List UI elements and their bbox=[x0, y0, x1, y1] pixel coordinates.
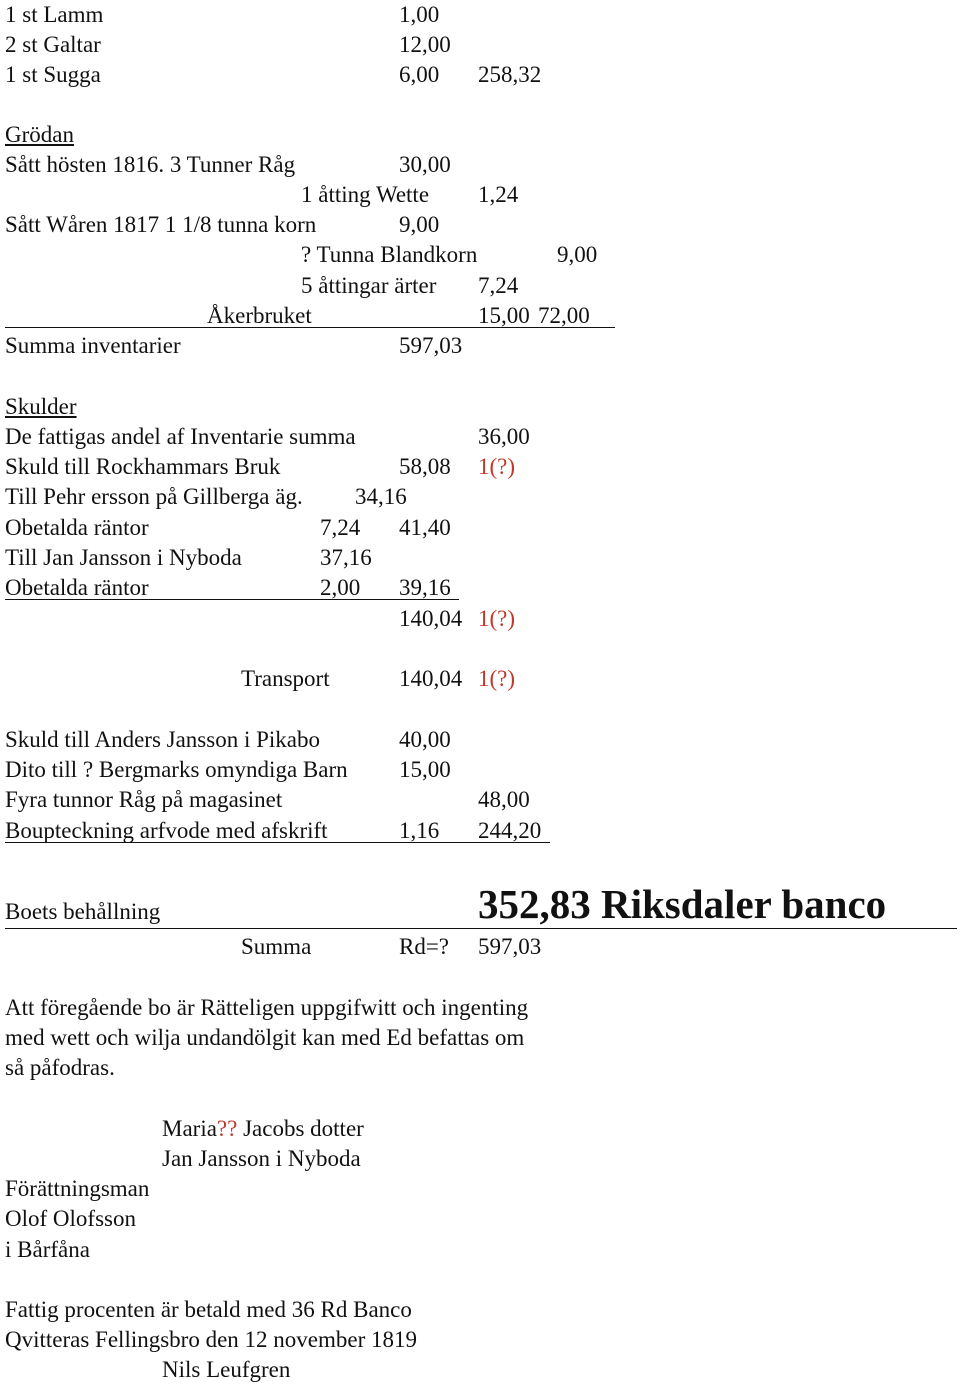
receipt-line-2: Qvitteras Fellingsbro den 12 november 1819 bbox=[5, 1327, 418, 1352]
wette-value: 1,24 bbox=[478, 182, 519, 207]
skulder-total: 244,20 bbox=[478, 818, 542, 843]
signature-olof: Olof Olofsson bbox=[5, 1206, 136, 1231]
galtar-value: 12,00 bbox=[399, 32, 451, 57]
rockhammar-label: Skuld till Rockhammars Bruk bbox=[5, 454, 281, 479]
rag-value: 48,00 bbox=[478, 787, 530, 812]
rantor1-label: Obetalda räntor bbox=[5, 515, 149, 540]
summa-label: Summa bbox=[241, 934, 312, 959]
rockhammar-value: 58,08 bbox=[399, 454, 451, 479]
wette-label: 1 åtting Wette bbox=[301, 182, 430, 207]
rag-label: Fyra tunnor Råg på magasinet bbox=[5, 787, 283, 812]
transport-label: Transport bbox=[241, 666, 330, 691]
skulder-rule bbox=[5, 599, 459, 600]
livestock-total: 258,32 bbox=[478, 62, 542, 87]
jan-label: Till Jan Jansson i Nyboda bbox=[5, 545, 242, 570]
fattigas-value: 36,00 bbox=[478, 424, 530, 449]
jan-value: 37,16 bbox=[320, 545, 372, 570]
rantor2-label: Obetalda räntor bbox=[5, 575, 149, 600]
bergmark-value: 15,00 bbox=[399, 757, 451, 782]
blandkorn-value: 9,00 bbox=[557, 242, 598, 267]
grodan-heading: Grödan bbox=[5, 122, 74, 147]
signature-place: i Bårfåna bbox=[5, 1237, 90, 1262]
maria-surname: Jacobs dotter bbox=[243, 1116, 364, 1141]
bergmark-label: Dito till ? Bergmarks omyndiga Barn bbox=[5, 757, 348, 782]
balance-rule bbox=[5, 928, 957, 929]
grodan-total: 72,00 bbox=[538, 303, 590, 328]
anders-label: Skuld till Anders Jansson i Pikabo bbox=[5, 727, 320, 752]
receipt-line-1: Fattig procenten är betald med 36 Rd Banco bbox=[5, 1297, 412, 1322]
rockhammar-note: 1(?) bbox=[478, 454, 516, 479]
receipt-signer: Nils Leufgren bbox=[162, 1357, 291, 1382]
rantor2-value: 2,00 bbox=[320, 575, 361, 600]
sown-spring-value: 9,00 bbox=[399, 212, 440, 237]
sugga-value: 6,00 bbox=[399, 62, 440, 87]
sown-spring-label: Sått Wåren 1817 1 1/8 tunna korn bbox=[5, 212, 317, 237]
pehr-label: Till Pehr ersson på Gillberga äg. bbox=[5, 484, 303, 509]
anders-value: 40,00 bbox=[399, 727, 451, 752]
oath-line-2: med wett och wilja undandölgit kan med Ed befattas om bbox=[5, 1025, 525, 1050]
grodan-rule bbox=[5, 327, 615, 328]
transport-note: 1(?) bbox=[478, 666, 516, 691]
arfvode-label: Boupteckning arfvode med afskrift bbox=[5, 818, 328, 843]
signature-jan: Jan Jansson i Nyboda bbox=[162, 1146, 361, 1171]
oath-line-3: så påfodras. bbox=[5, 1055, 115, 1080]
balance-amount: 352,83 Riksdaler banco bbox=[478, 881, 887, 927]
signature-maria bbox=[162, 1117, 364, 1140]
lamm-value: 1,00 bbox=[399, 2, 440, 27]
subtotal-value: 140,04 bbox=[399, 606, 463, 631]
rantor1-value: 7,24 bbox=[320, 515, 361, 540]
lamm-label: 1 st Lamm bbox=[5, 2, 104, 27]
skulder-heading: Skulder bbox=[5, 394, 77, 419]
transport-value: 140,04 bbox=[399, 666, 463, 691]
subtotal-note: 1(?) bbox=[478, 606, 516, 631]
sown-autumn-label: Sått hösten 1816. 3 Tunner Råg bbox=[5, 152, 296, 177]
arter-value: 7,24 bbox=[478, 273, 519, 298]
arter-label: 5 åttingar ärter bbox=[301, 273, 437, 298]
rd-label: Rd=? bbox=[399, 934, 450, 959]
summa-value: 597,03 bbox=[478, 934, 542, 959]
rantor2-total: 39,16 bbox=[399, 575, 451, 600]
blandkorn-label: ? Tunna Blandkorn bbox=[301, 242, 478, 267]
maria-first-name: Maria bbox=[162, 1116, 217, 1141]
balance-label: Boets behållning bbox=[5, 899, 161, 924]
sugga-label: 1 st Sugga bbox=[5, 62, 101, 87]
sown-autumn-value: 30,00 bbox=[399, 152, 451, 177]
rantor1-total: 41,40 bbox=[399, 515, 451, 540]
arfvode-value: 1,16 bbox=[399, 818, 440, 843]
pehr-value: 34,16 bbox=[355, 484, 407, 509]
akerbruket-label: Åkerbruket bbox=[207, 303, 312, 328]
arfvode-rule bbox=[5, 842, 550, 843]
akerbruket-value: 15,00 bbox=[478, 303, 530, 328]
maria-unknown: ?? bbox=[216, 1116, 238, 1141]
galtar-label: 2 st Galtar bbox=[5, 32, 101, 57]
summa-inventarier-value: 597,03 bbox=[399, 333, 463, 358]
fattigas-label: De fattigas andel af Inventarie summa bbox=[5, 424, 356, 449]
summa-inventarier-label: Summa inventarier bbox=[5, 333, 181, 358]
oath-line-1: Att föregående bo är Rätteligen uppgifwitt och ingenting bbox=[5, 995, 529, 1020]
forrattningsman-label: Förättningsman bbox=[5, 1176, 150, 1201]
